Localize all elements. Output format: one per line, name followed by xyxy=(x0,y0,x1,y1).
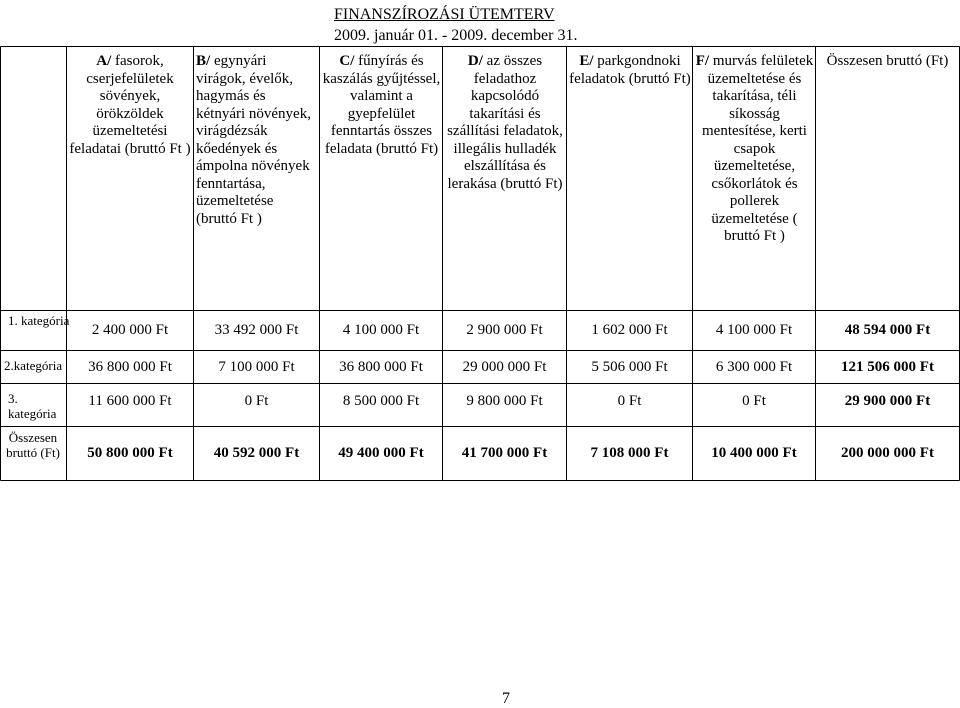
page-number: 7 xyxy=(502,690,510,707)
column-header-text: murvás felületek üzemeltetése és takarítása, téli síkosság mentesítése, kerti csapok üzemeltetése, csőkorlátok és pollerek üzemeltetése ( bruttó Ft ) xyxy=(702,53,814,244)
column-header-f xyxy=(693,53,816,246)
column-header-label: D/ xyxy=(467,53,483,69)
table-cell-total: 40 592 000 Ft xyxy=(213,445,300,461)
document-period: 2009. január 01. - 2009. december 31. xyxy=(334,27,578,44)
table-cell: 36 800 000 Ft xyxy=(88,359,172,375)
table-cell-total: 29 900 000 Ft xyxy=(844,393,931,409)
table-cell-total: 49 400 000 Ft xyxy=(338,445,424,461)
column-header-label: E/ xyxy=(579,53,594,69)
row-category-3: 3. kategória xyxy=(8,391,57,421)
column-header-label: B/ xyxy=(196,53,211,69)
column-header-text: Összesen bruttó (Ft) xyxy=(826,53,949,69)
column-header-a xyxy=(67,53,193,158)
table-cell-total: 7 108 000 Ft xyxy=(590,445,669,461)
table-cell: 2 900 000 Ft xyxy=(466,322,543,338)
table-cell: 6 300 000 Ft xyxy=(715,359,793,375)
table-cell: 0 Ft xyxy=(617,393,642,409)
document-title: FINANSZÍROZÁSI ÜTEMTERV xyxy=(334,6,555,23)
table-cell: 29 000 000 Ft xyxy=(462,359,547,375)
column-header-d xyxy=(443,53,567,193)
table-cell-total: 50 800 000 Ft xyxy=(87,445,173,461)
column-header-total xyxy=(816,53,959,71)
table-cell: 36 800 000 Ft xyxy=(339,359,423,375)
column-header-label: A/ xyxy=(96,53,112,69)
column-header-text: egynyári virágok, évelők, hagymás és kétnyári növények, virágdézsák kőedények és ámpolna növények fenntartása, üzemeltetése (bruttó Ft ) xyxy=(196,53,311,227)
column-header-text: fűnyírás és kaszálás gyűjtéssel, valamint a gyepfelület fenntartás összes feladata (bruttó Ft) xyxy=(322,53,441,157)
column-header-text: az összes feladathoz kapcsolódó takarítási és szállítási feladatok, illegális hulladék elszállítása és lerakása (bruttó Ft) xyxy=(447,53,563,192)
column-header-text: fasorok, cserjefelületek sövények, örökzöldek üzemeltetési feladatai (bruttó Ft ) xyxy=(69,53,191,157)
column-header-e xyxy=(567,53,693,88)
table-cell: 4 100 000 Ft xyxy=(342,322,420,338)
table-cell: 0 Ft xyxy=(742,393,766,409)
table-cell: 33 492 000 Ft xyxy=(214,322,299,338)
table-cell: 8 500 000 Ft xyxy=(342,393,420,409)
table-cell: 9 800 000 Ft xyxy=(466,393,543,409)
document-title-block xyxy=(334,5,577,45)
row-category-total: Összesen bruttó (Ft) xyxy=(6,430,60,460)
row-category-2: 2.kategória xyxy=(4,358,63,373)
column-header-b xyxy=(196,53,316,228)
table-cell: 11 600 000 Ft xyxy=(88,393,172,409)
table-cell-total: 10 400 000 Ft xyxy=(711,445,797,461)
table-cell: 7 100 000 Ft xyxy=(218,359,295,375)
table-cell: 5 506 000 Ft xyxy=(591,359,668,375)
table-cell: 2 400 000 Ft xyxy=(91,322,169,338)
table-cell-total: 41 700 000 Ft xyxy=(461,445,548,461)
column-header-label: C/ xyxy=(339,53,355,69)
row-category-1: 1. kategória xyxy=(8,313,70,328)
table-cell-total: 121 506 000 Ft xyxy=(841,359,934,375)
table-cell-grand-total: 200 000 000 Ft xyxy=(841,445,934,461)
column-header-label: F/ xyxy=(695,53,710,69)
table-cell: 4 100 000 Ft xyxy=(715,322,793,338)
column-header-c xyxy=(320,53,443,158)
column-header-text: parkgondnoki feladatok (bruttó Ft) xyxy=(569,53,691,87)
table-cell: 1 602 000 Ft xyxy=(591,322,668,338)
table-cell-total: 48 594 000 Ft xyxy=(844,322,931,338)
table-cell: 0 Ft xyxy=(244,393,269,409)
